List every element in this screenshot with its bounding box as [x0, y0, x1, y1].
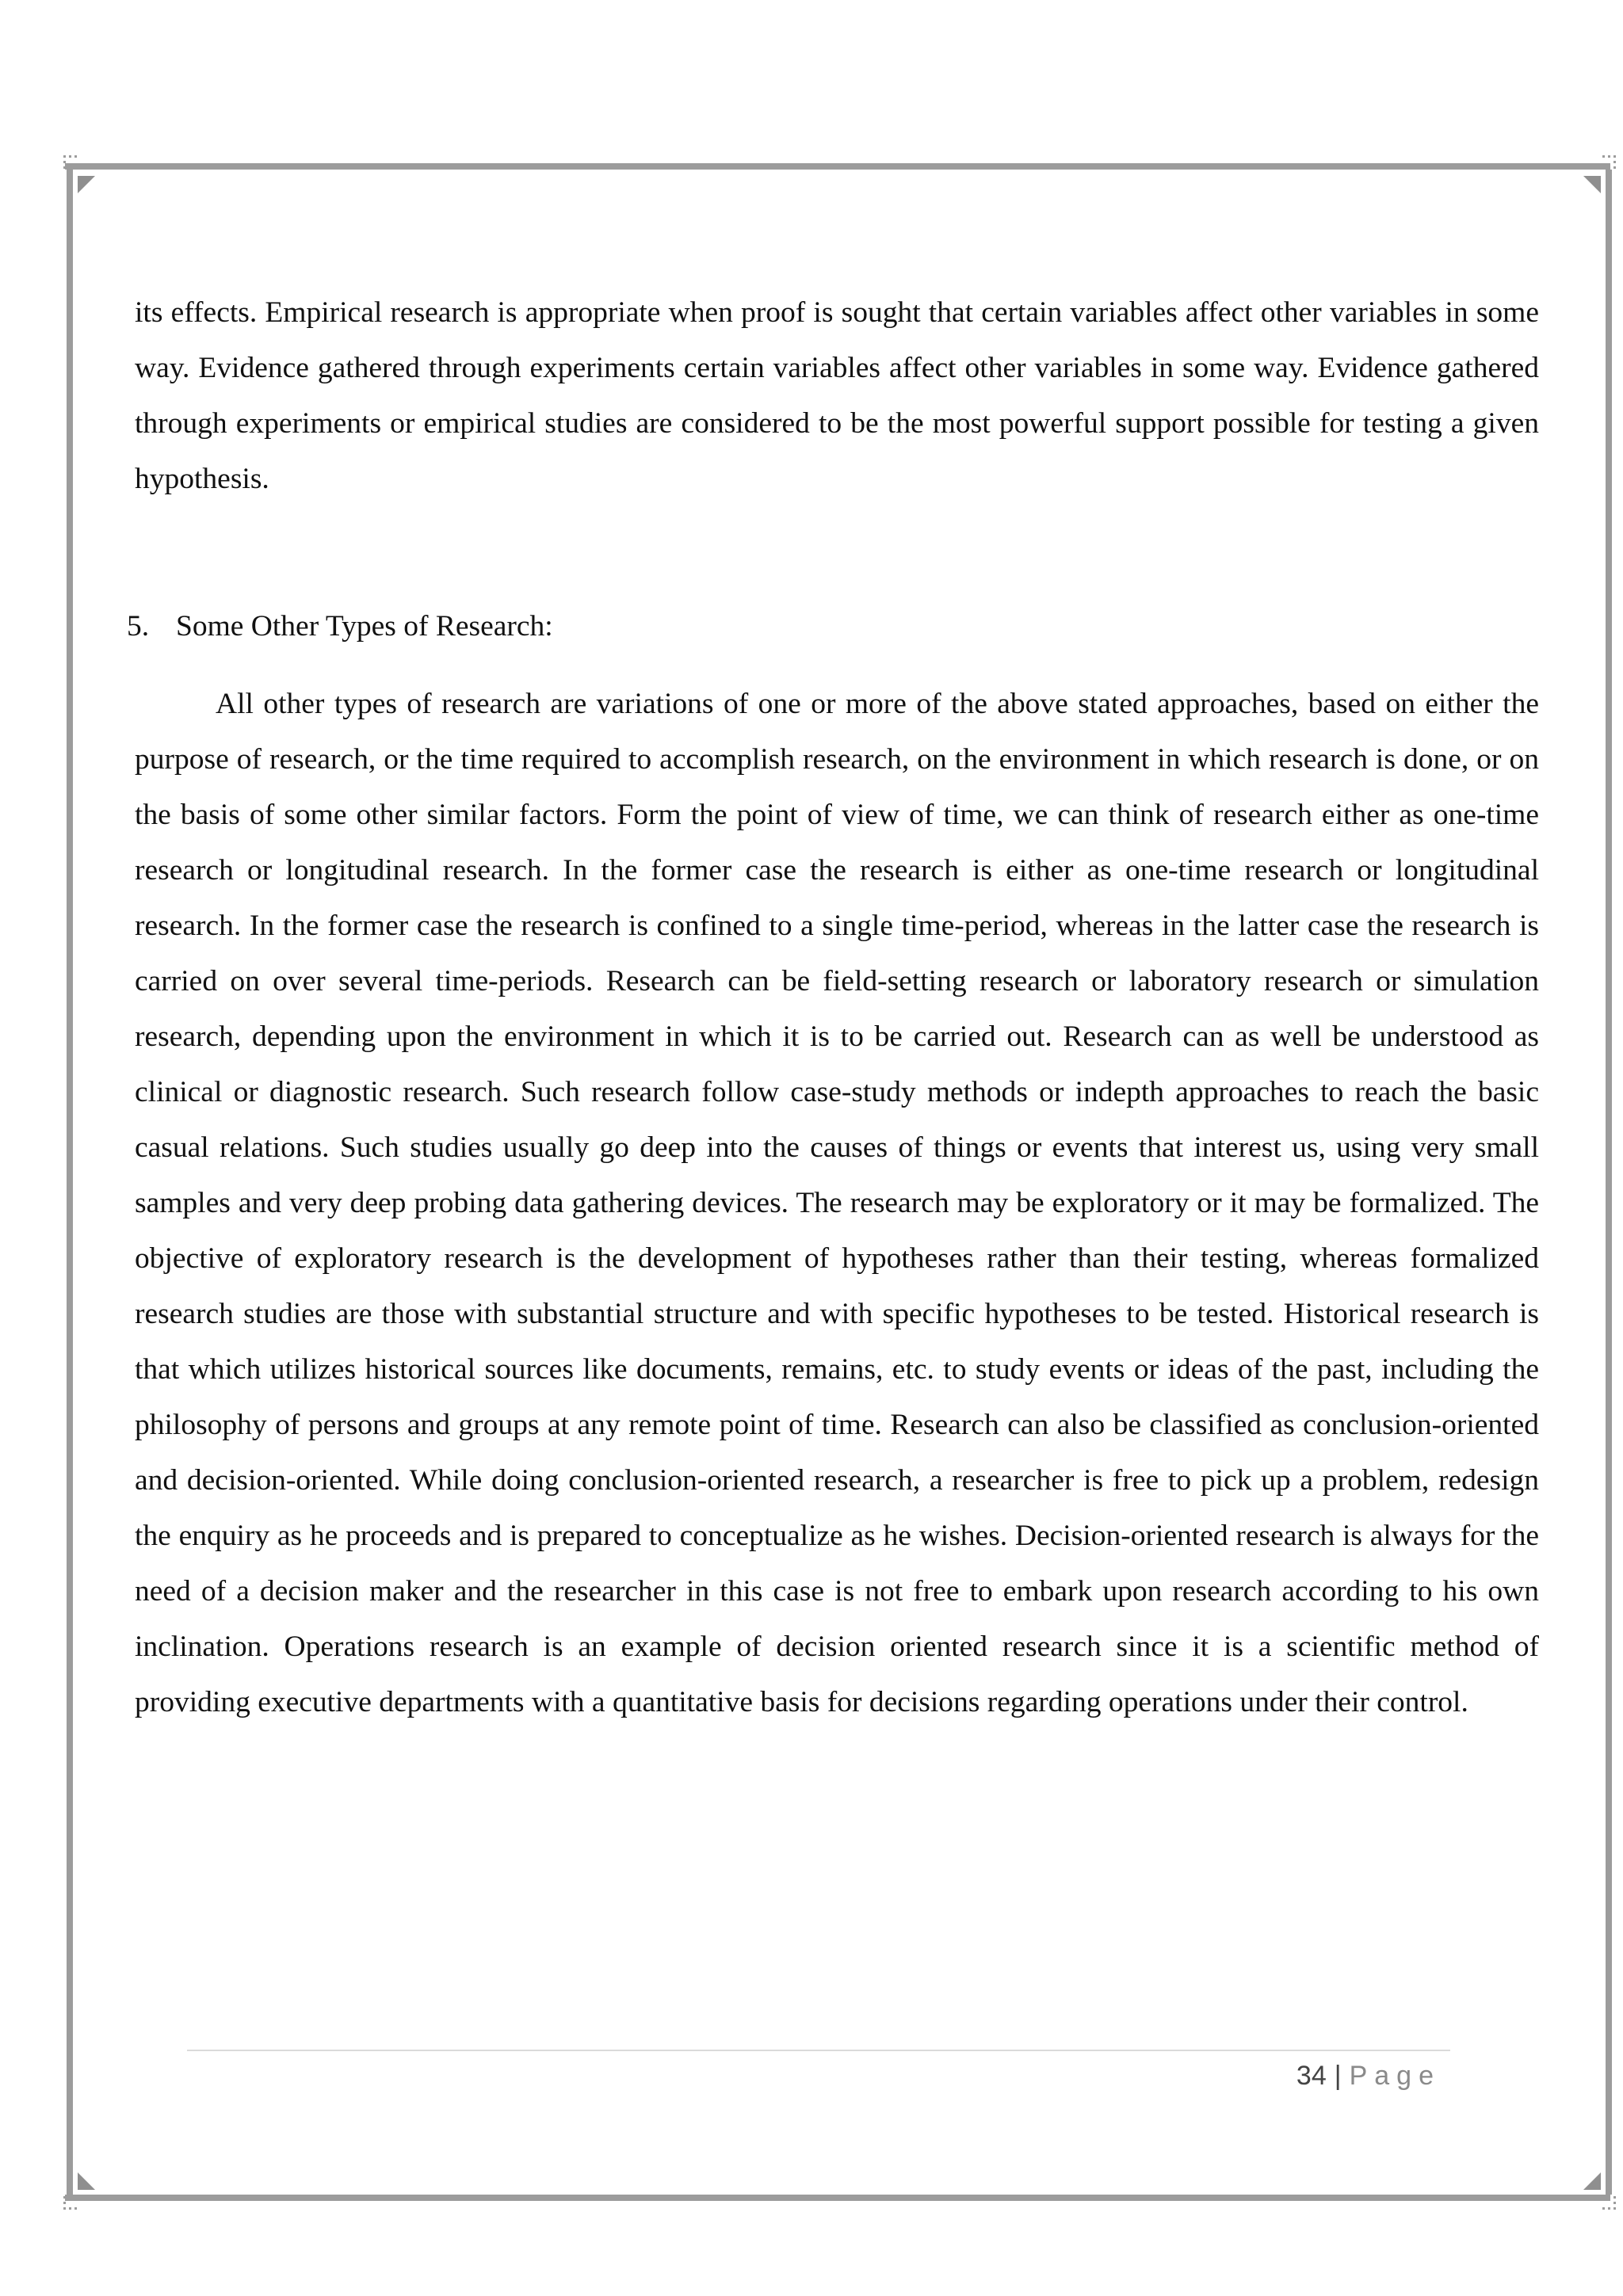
page-border-right	[1606, 170, 1612, 2195]
section-title: Some Other Types of Research:	[176, 610, 553, 643]
page-border-left	[67, 170, 73, 2195]
section-heading	[127, 599, 1539, 654]
corner-ornament-bottom-right	[1583, 2172, 1601, 2190]
corner-ornament-top-right	[1583, 176, 1601, 193]
page-content	[127, 285, 1539, 1730]
page-footer	[1296, 2058, 1441, 2093]
corner-dots-top-left	[63, 155, 77, 169]
page-border-bottom	[65, 2195, 1610, 2201]
page-border-top	[65, 163, 1610, 170]
corner-ornament-bottom-left	[78, 2172, 95, 2190]
page-label: Page	[1349, 2061, 1441, 2091]
main-paragraph: All other types of research are variations of one or more of the above stated approaches, based on either the purpose of research, or the time required to accomplish research, on the environment in which research is done, or on the basis of some other similar factors. Form the point of view of time, we can think of research either as one-time research or longitudinal research. In the former case the research is either as one-time research or longitudinal research. In the former case the research is confined to a single time-period, whereas in the latter case the research is carried on over several time-periods. Research can be field-setting research or laboratory research or simulation research, depending upon the environment in which it is to be carried out. Research can as well be understood as clinical or diagnostic research. Such research follow case-study methods or indepth approaches to reach the basic casual relations. Such studies usually go deep into the causes of things or events that interest us, using very small samples and very deep probing data gathering devices. The research may be exploratory or it may be formalized. The objective of exploratory research is the development of hypotheses rather than their testing, whereas formalized research studies are those with substantial structure and with specific hypotheses to be tested. Historical research is that which utilizes historical sources like documents, remains, etc. to study events or ideas of the past, including the philosophy of persons and groups at any remote point of time. Research can also be classified as conclusion-oriented and decision-oriented. While doing conclusion-oriented research, a researcher is free to pick up a problem, redesign the enquiry as he proceeds and is prepared to conceptualize as he wishes. Decision-oriented research is always for the need of a decision maker and the researcher in this case is not free to embark upon research according to his own inclination. Operations research is an example of decision oriented research since it is a scientific method of providing executive departments with a quantitative basis for decisions regarding operations under their control.	[135, 688, 1539, 1718]
footer-divider	[187, 2050, 1450, 2051]
corner-dots-bottom-left	[63, 2196, 77, 2210]
corner-dots-top-right	[1602, 155, 1616, 169]
corner-dots-bottom-right	[1602, 2196, 1616, 2210]
page-number: 34	[1296, 2061, 1327, 2091]
corner-ornament-top-left	[78, 176, 95, 193]
intro-paragraph: its effects. Empirical research is appropriate when proof is sought that certain variables affect other variables in some way. Evidence gathered through experiments certain variables affect other variables in some way. Evidence gathered through experiments or empirical studies are considered to be the most powerful support possible for testing a given hypothesis.	[135, 296, 1539, 495]
footer-separator: |	[1334, 2061, 1342, 2091]
section-number: 5.	[127, 610, 150, 643]
